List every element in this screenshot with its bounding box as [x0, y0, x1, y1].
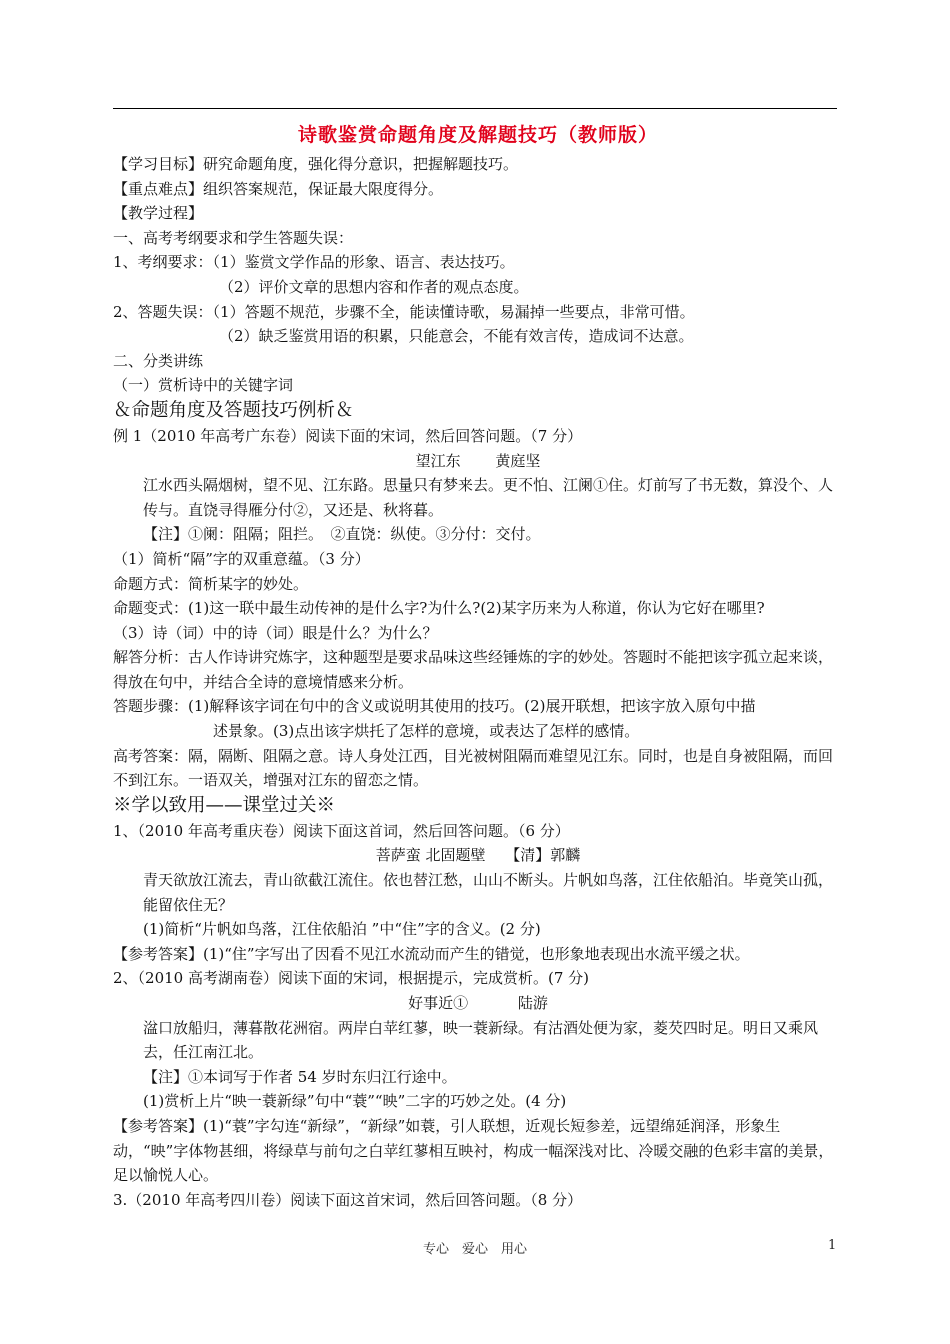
- text-line: 3.（2010 年高考四川卷）阅读下面这首宋词，然后回答问题。（8 分）: [113, 1190, 583, 1209]
- text-line: 二、分类讲练: [113, 351, 204, 370]
- text-line: 命题变式：(1)这一联中最生动传神的是什么字?为什么?(2)某字历来为人称道，你认为它好在哪里?: [113, 599, 765, 618]
- text-line: 答题步骤：(1)解释该字词在句中的含义或说明其使用的技巧。(2)展开联想，把该字放入原句中描: [113, 697, 756, 716]
- text-line: 【注】①阑：阻隔；阻拦。 ②直饶：纵使。③分付：交付。: [143, 525, 541, 544]
- text-line: 1、考纲要求：（1）鉴赏文学作品的形象、语言、表达技巧。: [113, 253, 515, 272]
- document-body: [113, 118, 843, 1212]
- text-line: 望江东 黄庭坚: [415, 451, 541, 470]
- text-line: 述景象。(3)点出该字烘托了怎样的意境，或表达了怎样的感情。: [213, 722, 640, 741]
- text-line: 【参考答案】(1)“蓑”字勾连“新绿”，“新绿”如蓑，引人联想，近观长短参差，远望绵延润泽，形象生动，“映”字体物甚细，将绿草与前句之白苹红蓼相互映衬，构成一幅深浅对比、冷暖交融的色彩丰富的美景，足以愉悦人心。: [113, 1116, 834, 1185]
- text-line: （1）简析“隔”字的双重意蕴。（3 分）: [113, 549, 370, 568]
- page-number: 1: [828, 1238, 837, 1253]
- document-lines: [113, 152, 843, 1212]
- text-line: 【重点难点】组织答案规范，保证最大限度得分。: [113, 179, 444, 198]
- text-line: （3）诗（词）中的诗（词）眼是什么？为什么？: [113, 623, 438, 642]
- page-footer: 专心 爱心 用心: [422, 1242, 527, 1257]
- text-line: 解答分析：古人作诗讲究炼字，这种题型是要求品味这些经锤炼的字的妙处。答题时不能把该字孤立起来谈，得放在句中，并结合全诗的意境情感来分析。: [113, 648, 834, 691]
- text-line: 菩萨蛮 北固题壁 【清】郭麟: [375, 846, 581, 865]
- text-line: 【学习目标】研究命题角度，强化得分意识，把握解题技巧。: [113, 155, 519, 173]
- text-line: 2、（2010 高考湖南卷）阅读下面的宋词，根据提示，完成赏析。(7 分): [113, 969, 590, 988]
- text-line: 【参考答案】(1)“住”字写出了因看不见江水流动而产生的错觉，也形象地表现出水流平缓之状。: [113, 944, 750, 963]
- header-rule: [113, 108, 837, 109]
- text-line: ※学以致用——课堂过关※: [113, 794, 336, 816]
- text-line: ＆命题角度及答题技巧例析＆: [113, 399, 354, 421]
- text-line: 2、答题失误：（1）答题不规范，步骤不全，能读懂诗歌，易漏掉一些要点，非常可惜。: [113, 302, 695, 321]
- text-line: (1)简析“片帆如鸟落，江住依船泊 ”中“住”字的含义。(2 分): [143, 920, 541, 939]
- text-line: 青天欲放江流去，青山欲截江流住。依也替江愁，山山不断头。片帆如鸟落，江住依船泊。毕竟笑山孤，能留依住无？: [143, 871, 834, 914]
- text-line: 湓口放船归，薄暮散花洲宿。两岸白苹红蓼，映一蓑新绿。有沽酒处便为家，菱芡四时足。明日又乘风去，任江南江北。: [143, 1018, 819, 1062]
- text-line: 命题方式：简析某字的妙处。: [113, 574, 309, 593]
- text-line: 【教学过程】: [113, 204, 204, 223]
- text-line: 例 1（2010 年高考广东卷）阅读下面的宋词，然后回答问题。（7 分）: [113, 426, 583, 445]
- text-line: 江水西头隔烟树，望不见、江东路。思量只有梦来去。更不怕、江阑①住。灯前写了书无数，算没个、人传与。直饶寻得雁分付②，又还是、秋将暮。: [143, 476, 834, 519]
- text-line: (1)赏析上片“映一蓑新绿”句中“蓑”“映”二字的巧妙之处。(4 分): [143, 1092, 567, 1111]
- text-line: 【注】①本词写于作者 54 岁时东归江行途中。: [143, 1067, 457, 1086]
- text-line: 好事近① 陆游: [408, 994, 548, 1012]
- text-line: （2）评价文章的思想内容和作者的观点态度。: [219, 277, 529, 296]
- text-line: （2）缺乏鉴赏用语的积累，只能意会，不能有效言传，造成词不达意。: [219, 327, 694, 346]
- text-line: 1、（2010 年高考重庆卷）阅读下面这首词，然后回答问题。（6 分）: [113, 821, 570, 840]
- text-line: （一）赏析诗中的关键字词: [113, 376, 294, 395]
- text-line: 一、高考考纲要求和学生答题失误：: [113, 228, 354, 247]
- text-line: 高考答案：隔，隔断、阻隔之意。诗人身处江西，目光被树阻隔而难望见江东。同时，也是自身被阻隔，而回不到江东。一语双关，增强对江东的留恋之情。: [113, 746, 834, 790]
- document-title: 诗歌鉴赏命题角度及解题技巧（教师版）: [297, 124, 658, 146]
